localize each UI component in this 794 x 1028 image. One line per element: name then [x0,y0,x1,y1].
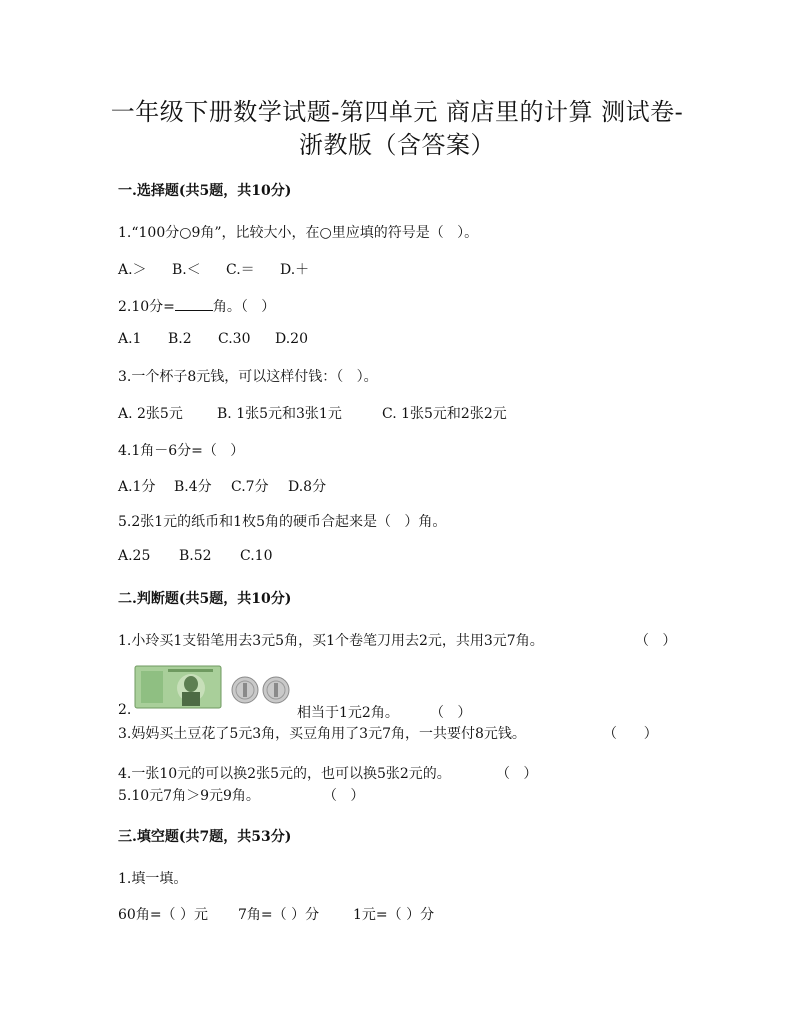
coin-icon [263,677,289,703]
option-a: A. 2张5元 [118,406,183,422]
doc-title-line1: 一年级下册数学试题-第四单元 商店里的计算 测试卷- [110,98,684,126]
option-d: D.＋ [280,262,310,278]
answer-paren: （ ） [323,788,365,804]
answer-paren: （ ） [635,633,677,649]
option-d: D.8分 [288,479,327,495]
option-b: B. 1张5元和3张1元 [217,406,342,422]
option-a: A.1分 [118,479,156,495]
fill-item: 60角=（ ）元 [118,907,208,923]
s1-q4-text: 4.1角－6分=（ ） [118,443,245,459]
s3-q1-items [118,904,463,924]
s3-q1-text: 1.填一填。 [118,871,188,887]
s1-q5-options [118,548,290,564]
option-b: B.52 [179,548,212,564]
section2-heading: 二.判断题(共5题，共10分) [118,591,292,607]
fill-item: 7角=（ ）分 [238,907,320,923]
s1-q2-options [118,331,325,347]
s1-q5-text: 5.2张1元的纸币和1枚5角的硬币合起来是（ ）角。 [118,514,447,530]
money-picture [133,662,293,712]
option-c: C.7分 [231,479,269,495]
option-b: B.4分 [174,479,212,495]
option-b: B.2 [168,331,192,347]
coin-icon [232,677,258,703]
s2-q1-text: 1.小玲买1支铅笔用去3元5角，买1个卷笔刀用去2元，共用3元7角。 [118,633,544,649]
s1-q4-options [118,476,338,496]
s1-q3-options [118,403,522,423]
option-d: D.20 [275,331,308,347]
answer-paren: （ ） [603,726,658,742]
s1-q2-text [118,296,275,316]
s1-q2-post: 角。（ ） [212,299,276,315]
answer-paren: （ ） [496,766,538,782]
s1-q1-text: 1.“100分○9角”，比较大小，在○里应填的符号是（ ）。 [118,225,479,241]
option-b: B.＜ [172,262,201,278]
s2-q4-text: 4.一张10元的可以换2张5元的，也可以换5张2元的。 [118,766,451,782]
s1-q3-text: 3.一个杯子8元钱，可以这样付钱：（ ）。 [118,369,378,385]
fill-blank [175,296,213,311]
option-a: A.＞ [118,262,147,278]
s2-q2-number: 2. [118,702,132,718]
s2-q2-text: 相当于1元2角。 [297,705,399,721]
option-a: A.1 [118,331,142,347]
option-c: C.30 [218,331,251,347]
option-c: C. 1张5元和2张2元 [382,406,507,422]
option-a: A.25 [118,548,151,564]
banknote-icon [135,666,221,708]
section1-heading: 一.选择题(共5题，共10分) [118,183,292,199]
s1-q1-options [118,259,334,279]
s2-q3-text: 3.妈妈买土豆花了5元3角，买豆角用了3元7角，一共要付8元钱。 [118,726,526,742]
fill-item: 1元=（ ）分 [353,907,435,923]
option-c: C.＝ [226,262,255,278]
answer-paren: （ ） [430,705,472,721]
s2-q5-text: 5.10元7角＞9元9角。 [118,788,260,804]
doc-title-line2: 浙教版（含答案） [299,131,495,159]
s1-q2-pre: 2.10分= [118,299,175,315]
option-c: C.10 [240,548,273,564]
section3-heading: 三.填空题(共7题，共53分) [118,829,292,845]
